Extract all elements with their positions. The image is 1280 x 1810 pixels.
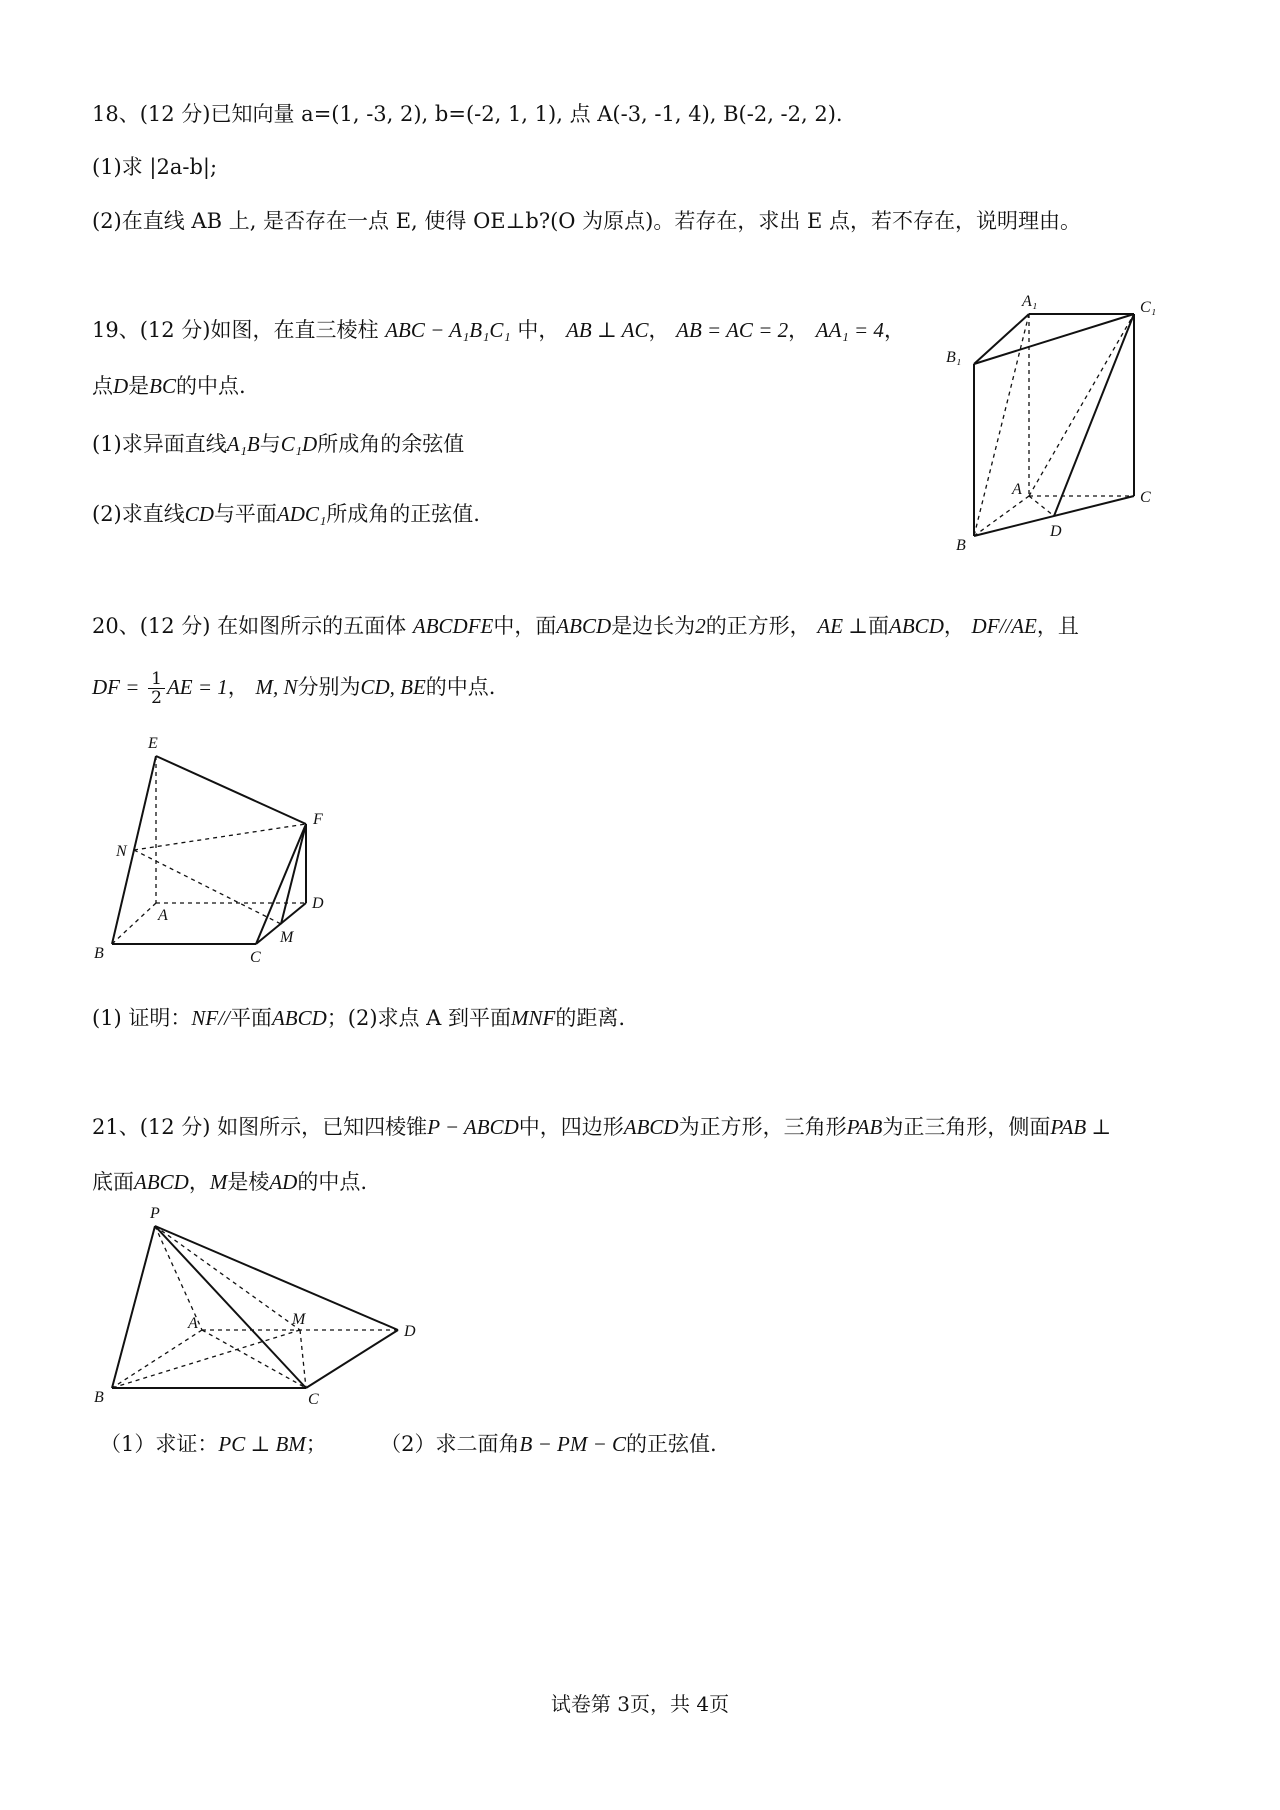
label-d: D (1050, 523, 1062, 540)
edge-c-d (306, 1330, 398, 1388)
q20-parts-c: ；(2)求点 A 到平面 (326, 1006, 512, 1030)
q21-square: ABCD (623, 1115, 679, 1139)
q21-stem (92, 1113, 1111, 1141)
edge-f-c (256, 824, 306, 944)
q21-edge-ad: AD (269, 1170, 298, 1194)
q21-face-perp: PAB ⊥ (1050, 1115, 1112, 1139)
edge-b1-a1 (974, 314, 1029, 364)
label-b: B (94, 1389, 104, 1406)
q20-stem-a: 20、(12 分) 在如图所示的五面体 (92, 614, 407, 638)
label-m: M (280, 929, 294, 946)
q21-pyramid-name: P − ABCD (427, 1115, 519, 1139)
q20-stem-f: ，且 (1036, 614, 1079, 638)
q19-p2-a: (2)求直线 (92, 502, 185, 526)
edge-a-c (202, 1330, 306, 1388)
q19-stem: 19、(12 分)如图，在直三棱柱 ABC − A₁B₁C₁ 中， AB ⊥ AC， AB = AC = 2， AA₁ = 4， (92, 318, 905, 342)
q21-dihedral: B − PM − C (519, 1432, 627, 1456)
q18-stem: 18、(12 分)已知向量 a=(1, -3, 2), b=(-2, 1, 1), 点 A(-3, -1, 4), B(-2, -2, 2). (92, 102, 843, 126)
q19-prism-figure (940, 290, 1180, 560)
q20-stem-c: 是边长为 (611, 614, 696, 638)
q20-stem-d: 的正方形， (705, 614, 811, 638)
label-c: C (1140, 489, 1151, 506)
q19-p2-plane: ADC₁ (276, 502, 327, 526)
q19-p1-line2: C₁D (280, 432, 318, 456)
q18-part1: (1)求 |2a-b|; (92, 155, 218, 179)
q19-segment-bc: BC (149, 374, 177, 398)
edge-p-c (155, 1226, 306, 1388)
q19-line2-c: 的中点. (176, 374, 246, 398)
label-m: M (292, 1311, 306, 1328)
edge-m-b (112, 1330, 300, 1388)
edge-e-f (156, 756, 306, 824)
q21-parts-c: （2）求二面角 (380, 1432, 520, 1456)
q20-nf-parallel: NF// (191, 1006, 230, 1030)
q20-df-eq: DF = (92, 675, 140, 699)
label-f: F (313, 811, 323, 828)
q19-p1-c: 所成角的余弦值 (317, 432, 465, 456)
q21-stem-b: 中，四边形 (518, 1115, 624, 1139)
label-b: B (956, 537, 966, 554)
q20-points-mn: M, N (255, 675, 298, 699)
edge-p-b (112, 1226, 155, 1388)
q21-l2-b: ， (188, 1170, 210, 1194)
label-b: B (94, 945, 104, 962)
q19-part2 (92, 500, 480, 528)
q20-base: ABCD (889, 614, 944, 638)
label-e: E (148, 735, 158, 752)
label-d: D (404, 1323, 416, 1340)
label-a: A (1012, 481, 1022, 498)
q20-side-length: 2 (695, 614, 706, 638)
q20-parts-b: 平面 (229, 1006, 272, 1030)
q20-face: ABCD (556, 614, 612, 638)
q20-solid-name: ABCDFE (412, 614, 494, 638)
q21-stem-c: 为正方形，三角形 (678, 1115, 847, 1139)
q20-parts (92, 1004, 625, 1032)
q21-parts (100, 1430, 717, 1458)
q20-stem-e: 面 (868, 614, 890, 638)
q20-stem-b: 中，面 (493, 614, 557, 638)
q20-parts-d: 的距离. (555, 1006, 626, 1030)
q20-ae-perp: AE ⊥ (817, 614, 869, 638)
q20-l2-a: 分别为 (297, 675, 361, 699)
q21-stem-d: 为正三角形，侧面 (882, 1115, 1051, 1139)
q19-point-d: D (113, 374, 129, 398)
q20-parts-a: (1) 证明： (92, 1006, 192, 1030)
q19-p1-line1: A₁B (226, 432, 260, 456)
q19-line2-b: 是 (128, 374, 150, 398)
q19-line2-a: 点 (92, 374, 113, 398)
edge-a-b (112, 903, 156, 944)
q19-line2 (92, 372, 246, 400)
q19-stem-text-a: 19、(12 分)如图，在直三棱柱 (92, 318, 379, 342)
q20-frac-den: 2 (151, 688, 162, 708)
q20-parts-plane: ABCD (271, 1006, 327, 1030)
q20-ae-eq: AE = 1 (166, 675, 228, 699)
edge-n-f (134, 824, 306, 850)
q20-l2-b: 的中点. (425, 675, 496, 699)
label-a: A (158, 907, 168, 924)
q21-pc-perp-bm: PC ⊥ BM (218, 1432, 306, 1456)
q21-parts-b: ； (305, 1432, 327, 1456)
label-c1: C₁ (1140, 299, 1157, 316)
q19-p2-line: CD (184, 502, 214, 526)
label-a1: A₁ (1022, 293, 1038, 310)
q19-stem-text-b: 中， (517, 318, 560, 342)
q19-cond-height: AA₁ = 4 (815, 318, 884, 342)
q19-prism-name: ABC − A₁B₁C₁ (385, 318, 511, 342)
edge-a-d (1029, 496, 1054, 516)
q21-l2-base: ABCD (134, 1170, 189, 1194)
label-p: P (150, 1205, 160, 1222)
page-footer: 试卷第 3页，共 4页 (550, 1692, 730, 1716)
q20-solid-figure (88, 728, 348, 968)
q21-l2-d: 的中点. (297, 1170, 368, 1194)
q21-pyramid-figure (88, 1200, 428, 1420)
q21-l2-a: 底面 (92, 1170, 134, 1194)
label-n: N (116, 843, 127, 860)
q21-line2 (92, 1168, 367, 1196)
label-d: D (312, 895, 324, 912)
q19-cond-equal: AB = AC = 2 (676, 318, 789, 342)
label-c: C (250, 949, 261, 966)
edge-c1-d (1054, 314, 1134, 516)
q20-segments: CD, BE (360, 675, 426, 699)
q20-fraction (148, 670, 165, 707)
q21-triangle: PAB (846, 1115, 883, 1139)
q19-part1 (92, 430, 464, 458)
label-c: C (308, 1391, 319, 1408)
edge-m-c (300, 1330, 306, 1388)
q21-parts-d: 的正弦值. (626, 1432, 717, 1456)
q21-point-m: M (209, 1170, 228, 1194)
q19-p2-c: 所成角的正弦值. (326, 502, 480, 526)
q18-part2: (2)在直线 AB 上, 是否存在一点 E, 使得 OE⊥b?(O 为原点)。若存在，求出 E 点，若不存在，说明理由。 (92, 209, 1082, 233)
q21-parts-a: （1）求证： (100, 1432, 219, 1456)
q20-stem: 20、(12 分) 在如图所示的五面体 ABCDFE中，面ABCD是边长为2的正方形， AE ⊥面ABCD， DF//AE，且 (92, 614, 1079, 638)
q19-p2-b: 与平面 (213, 502, 277, 526)
label-b1: B₁ (946, 349, 962, 366)
label-a: A (188, 1315, 198, 1332)
q19-p1-b: 与 (259, 432, 281, 456)
q21-l2-c: 是棱 (227, 1170, 270, 1194)
q19-cond-perp: AB ⊥ AC (566, 318, 649, 342)
q19-p1-a: (1)求异面直线 (92, 432, 227, 456)
q20-parts-mnf: MNF (511, 1006, 556, 1030)
q20-line2: DF = $\frac{1}{2}$ AE = 1， M, N分别为CD, BE的中点. (92, 669, 496, 708)
q20-frac-num: 1 (148, 670, 165, 689)
q21-stem-a: 21、(12 分) 如图所示，已知四棱锥 (92, 1115, 428, 1139)
q20-df-parallel: DF//AE (971, 614, 1037, 638)
